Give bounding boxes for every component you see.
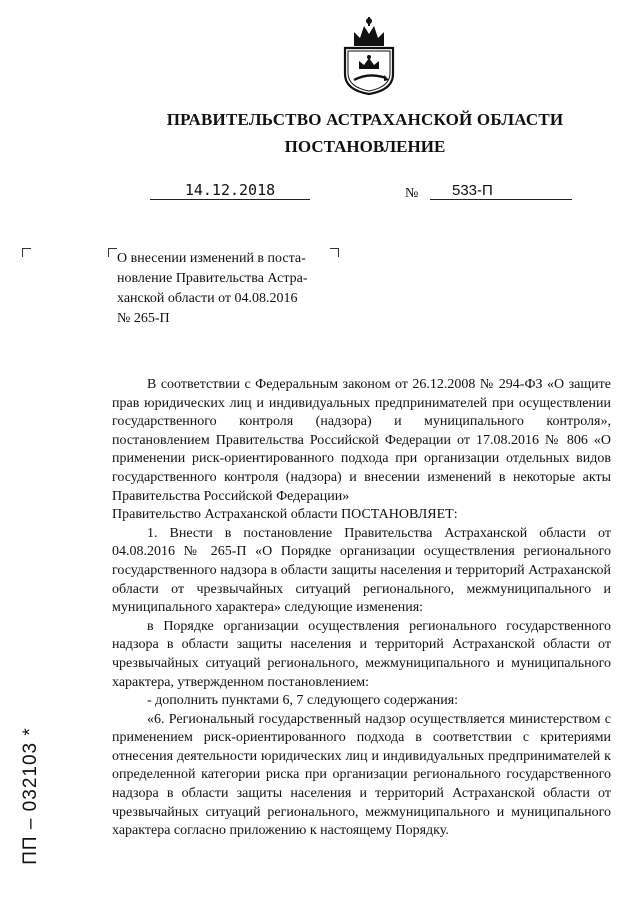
- body-paragraph: 1. Внести в постановление Правительства Астраханской области от 04.08.2016 № 265-П «О Порядке организации осуществления регионального государственного надзора в области защиты населения и территорий Астраханской области от чрезвычайных ситуаций регионального, межмуниципального и муниципального характера» следующие изменения:: [112, 525, 611, 616]
- document-date: 14.12.2018: [150, 182, 310, 200]
- document-number: 533-П: [430, 182, 572, 200]
- margin-corner-mark: [22, 248, 31, 257]
- subject-corner-mark-left: [108, 248, 117, 257]
- subject-line: № 265-П: [117, 311, 170, 326]
- number-sign: №: [405, 186, 419, 201]
- body-paragraph: Правительство Астраханской области ПОСТАНОВЛЯЕТ:: [112, 507, 458, 523]
- body-paragraph: в Порядке организации осуществления регионального государственного надзора в области защиты населения и территорий Астраханской области от чрезвычайных ситуаций регионального, межмуниципального и муниципального характера, утвержденном постановлением:: [112, 618, 611, 690]
- document-subject: [117, 249, 337, 329]
- coat-of-arms-icon: [340, 14, 398, 96]
- body-paragraph: В соответствии с Федеральным законом от 26.12.2008 № 294-ФЗ «О защите прав юридических лиц и индивидуальных предпринимателей при осуществлении государственного контроля (надзора) и муниципального контроля», постановлением Правительства Российской Федерации от 17.08.2016 № 806 «О применении риск-ориентированного подхода при организации отдельных видов государственного контроля (надзора) и внесении изменений в некоторые акты Правительства Российской Федерации»: [112, 377, 611, 504]
- government-name: ПРАВИТЕЛЬСТВО АСТРАХАНСКОЙ ОБЛАСТИ: [166, 110, 564, 129]
- body-paragraph: - дополнить пунктами 6, 7 следующего содержания:: [147, 693, 459, 709]
- subject-line: О внесении изменений в поста-: [117, 251, 306, 266]
- subject-line: ханской области от 04.08.2016: [117, 291, 298, 306]
- subject-line: новление Правительства Астра-: [117, 271, 308, 286]
- document-type: ПОСТАНОВЛЕНИЕ: [284, 137, 446, 156]
- serial-number-text: ПП – 032103 *: [20, 726, 41, 865]
- serial-number-stamp: [20, 708, 42, 883]
- body-paragraph: «6. Региональный государственный надзор осуществляется министерством с применением риск-ориентированного подхода в соответствии с критериями отнесения деятельности юридических лиц и индивидуальных предпринимателей к определенной категории риска при организации регионального государственного надзора в области защиты населения и территорий Астраханской области от чрезвычайных ситуаций регионального, межмуниципального и муниципального характера согласно приложению к настоящему Порядку.: [112, 711, 611, 839]
- document-body: [112, 376, 611, 841]
